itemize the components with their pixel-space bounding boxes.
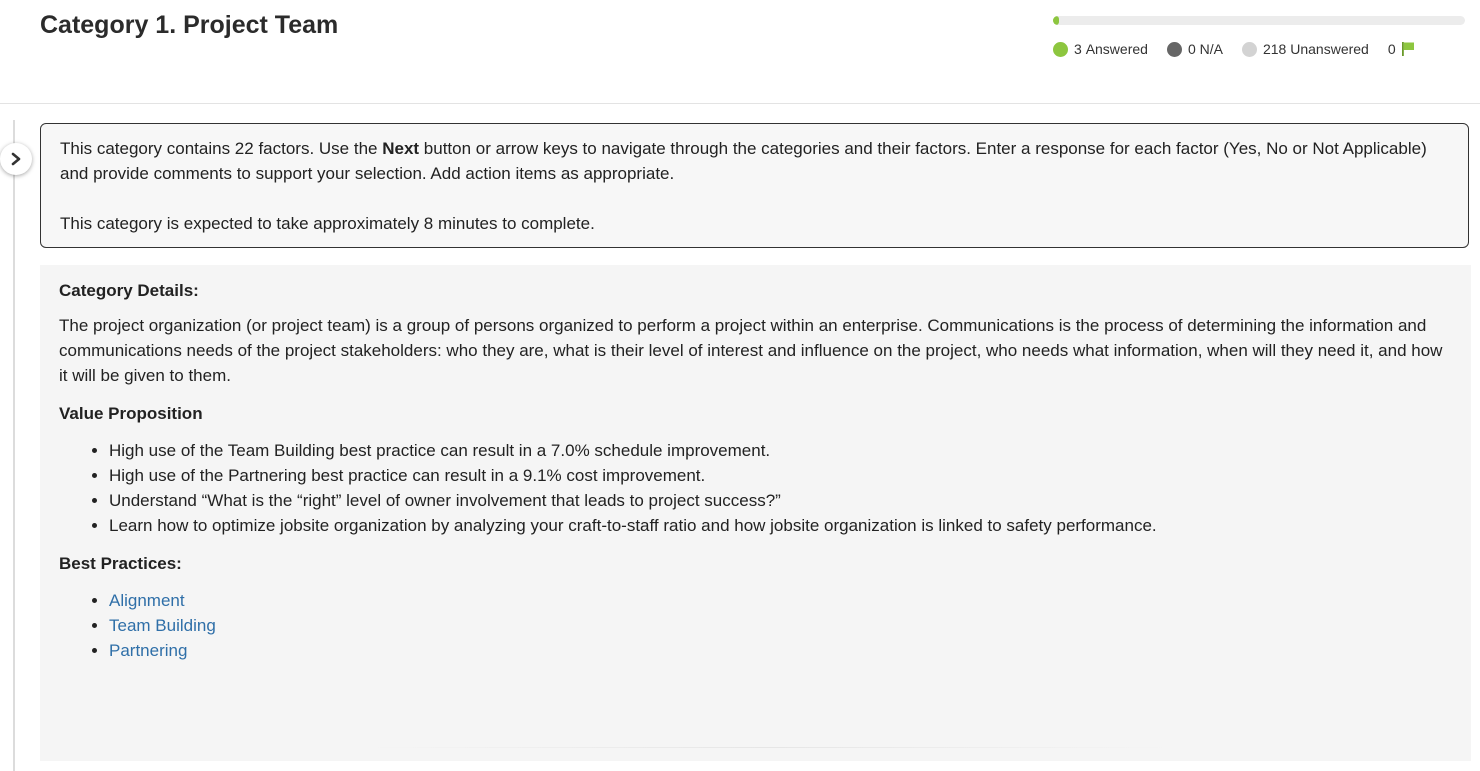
best-practice-link-team-building[interactable]: Team Building [109, 616, 216, 635]
expand-sidebar-button[interactable] [0, 143, 32, 175]
category-instructions [40, 123, 1469, 248]
progress-bar [1053, 16, 1465, 25]
best-practice-link-partnering[interactable]: Partnering [109, 641, 188, 660]
best-practices-heading: Best Practices: [59, 554, 182, 573]
list-item: • High use of the Team Building best practice can result in a 7.0% schedule improvement. [109, 438, 1452, 463]
chevron-right-icon [10, 152, 22, 166]
answered-dot-icon [1053, 42, 1068, 57]
na-dot-icon [1167, 42, 1182, 57]
time-estimate: This category is expected to take approximately 8 minutes to complete. [60, 214, 595, 233]
category-details-panel [40, 265, 1471, 761]
legend-na [1167, 41, 1223, 57]
list-item: • Learn how to optimize jobsite organization by analyzing your craft-to-staff ratio and how jobsite organization is linked to safety performance. [109, 513, 1452, 538]
page-title: Category 1. Project Team [40, 11, 339, 39]
flagged-count: 0 [1387, 41, 1396, 57]
answered-count: 3 [1074, 41, 1082, 57]
category-details-text: The project organization (or project team) is a group of persons organized to perform a project within an enterprise. Communications is the process of determining the information and communications needs of the project stakeholders: who they are, what is their level of interest and influence on the project, who needs what information, when will they need it, and how it will be given to them. [59, 316, 1443, 385]
list-item: • High use of the Partnering best practice can result in a 9.1% cost improvement. [109, 463, 1452, 488]
unanswered-count: 218 [1262, 41, 1287, 57]
category-details-heading: Category Details: [59, 281, 199, 300]
instructions-text [60, 136, 1449, 186]
legend-unanswered [1242, 41, 1369, 57]
list-item: • Understand “What is the “right” level of owner involvement that leads to project success?” [109, 488, 1452, 513]
list-item [109, 613, 1452, 638]
flag-icon [1401, 41, 1415, 57]
na-count: 0 [1187, 41, 1196, 57]
next-keyword: Next [382, 139, 420, 158]
list-item [109, 588, 1452, 613]
unanswered-label: Unanswered [1290, 41, 1369, 57]
best-practices-list [59, 588, 1452, 663]
instructions-text-start: This category contains 22 factors. Use the [60, 139, 383, 158]
unanswered-dot-icon [1242, 42, 1257, 57]
value-proposition-heading: Value Proposition [59, 404, 203, 423]
answered-label: Answered [1085, 41, 1148, 57]
progress-legend [1053, 40, 1415, 58]
progress-bar-fill [1053, 16, 1059, 25]
legend-answered [1053, 41, 1148, 57]
sidebar-rail [13, 120, 15, 771]
list-item [109, 638, 1452, 663]
instructions-text-end: button or arrow keys to navigate through the categories and their factors. Enter a response for each factor (Yes, No or Not Applicable) and provide comments to support your selection. Add action items as appropriate. [60, 139, 1427, 183]
legend-flagged [1388, 41, 1415, 57]
best-practice-link-alignment[interactable]: Alignment [109, 591, 185, 610]
value-proposition-list [59, 438, 1452, 538]
na-label: N/A [1199, 41, 1223, 57]
panel-divider [370, 747, 1170, 748]
header [0, 0, 1480, 104]
